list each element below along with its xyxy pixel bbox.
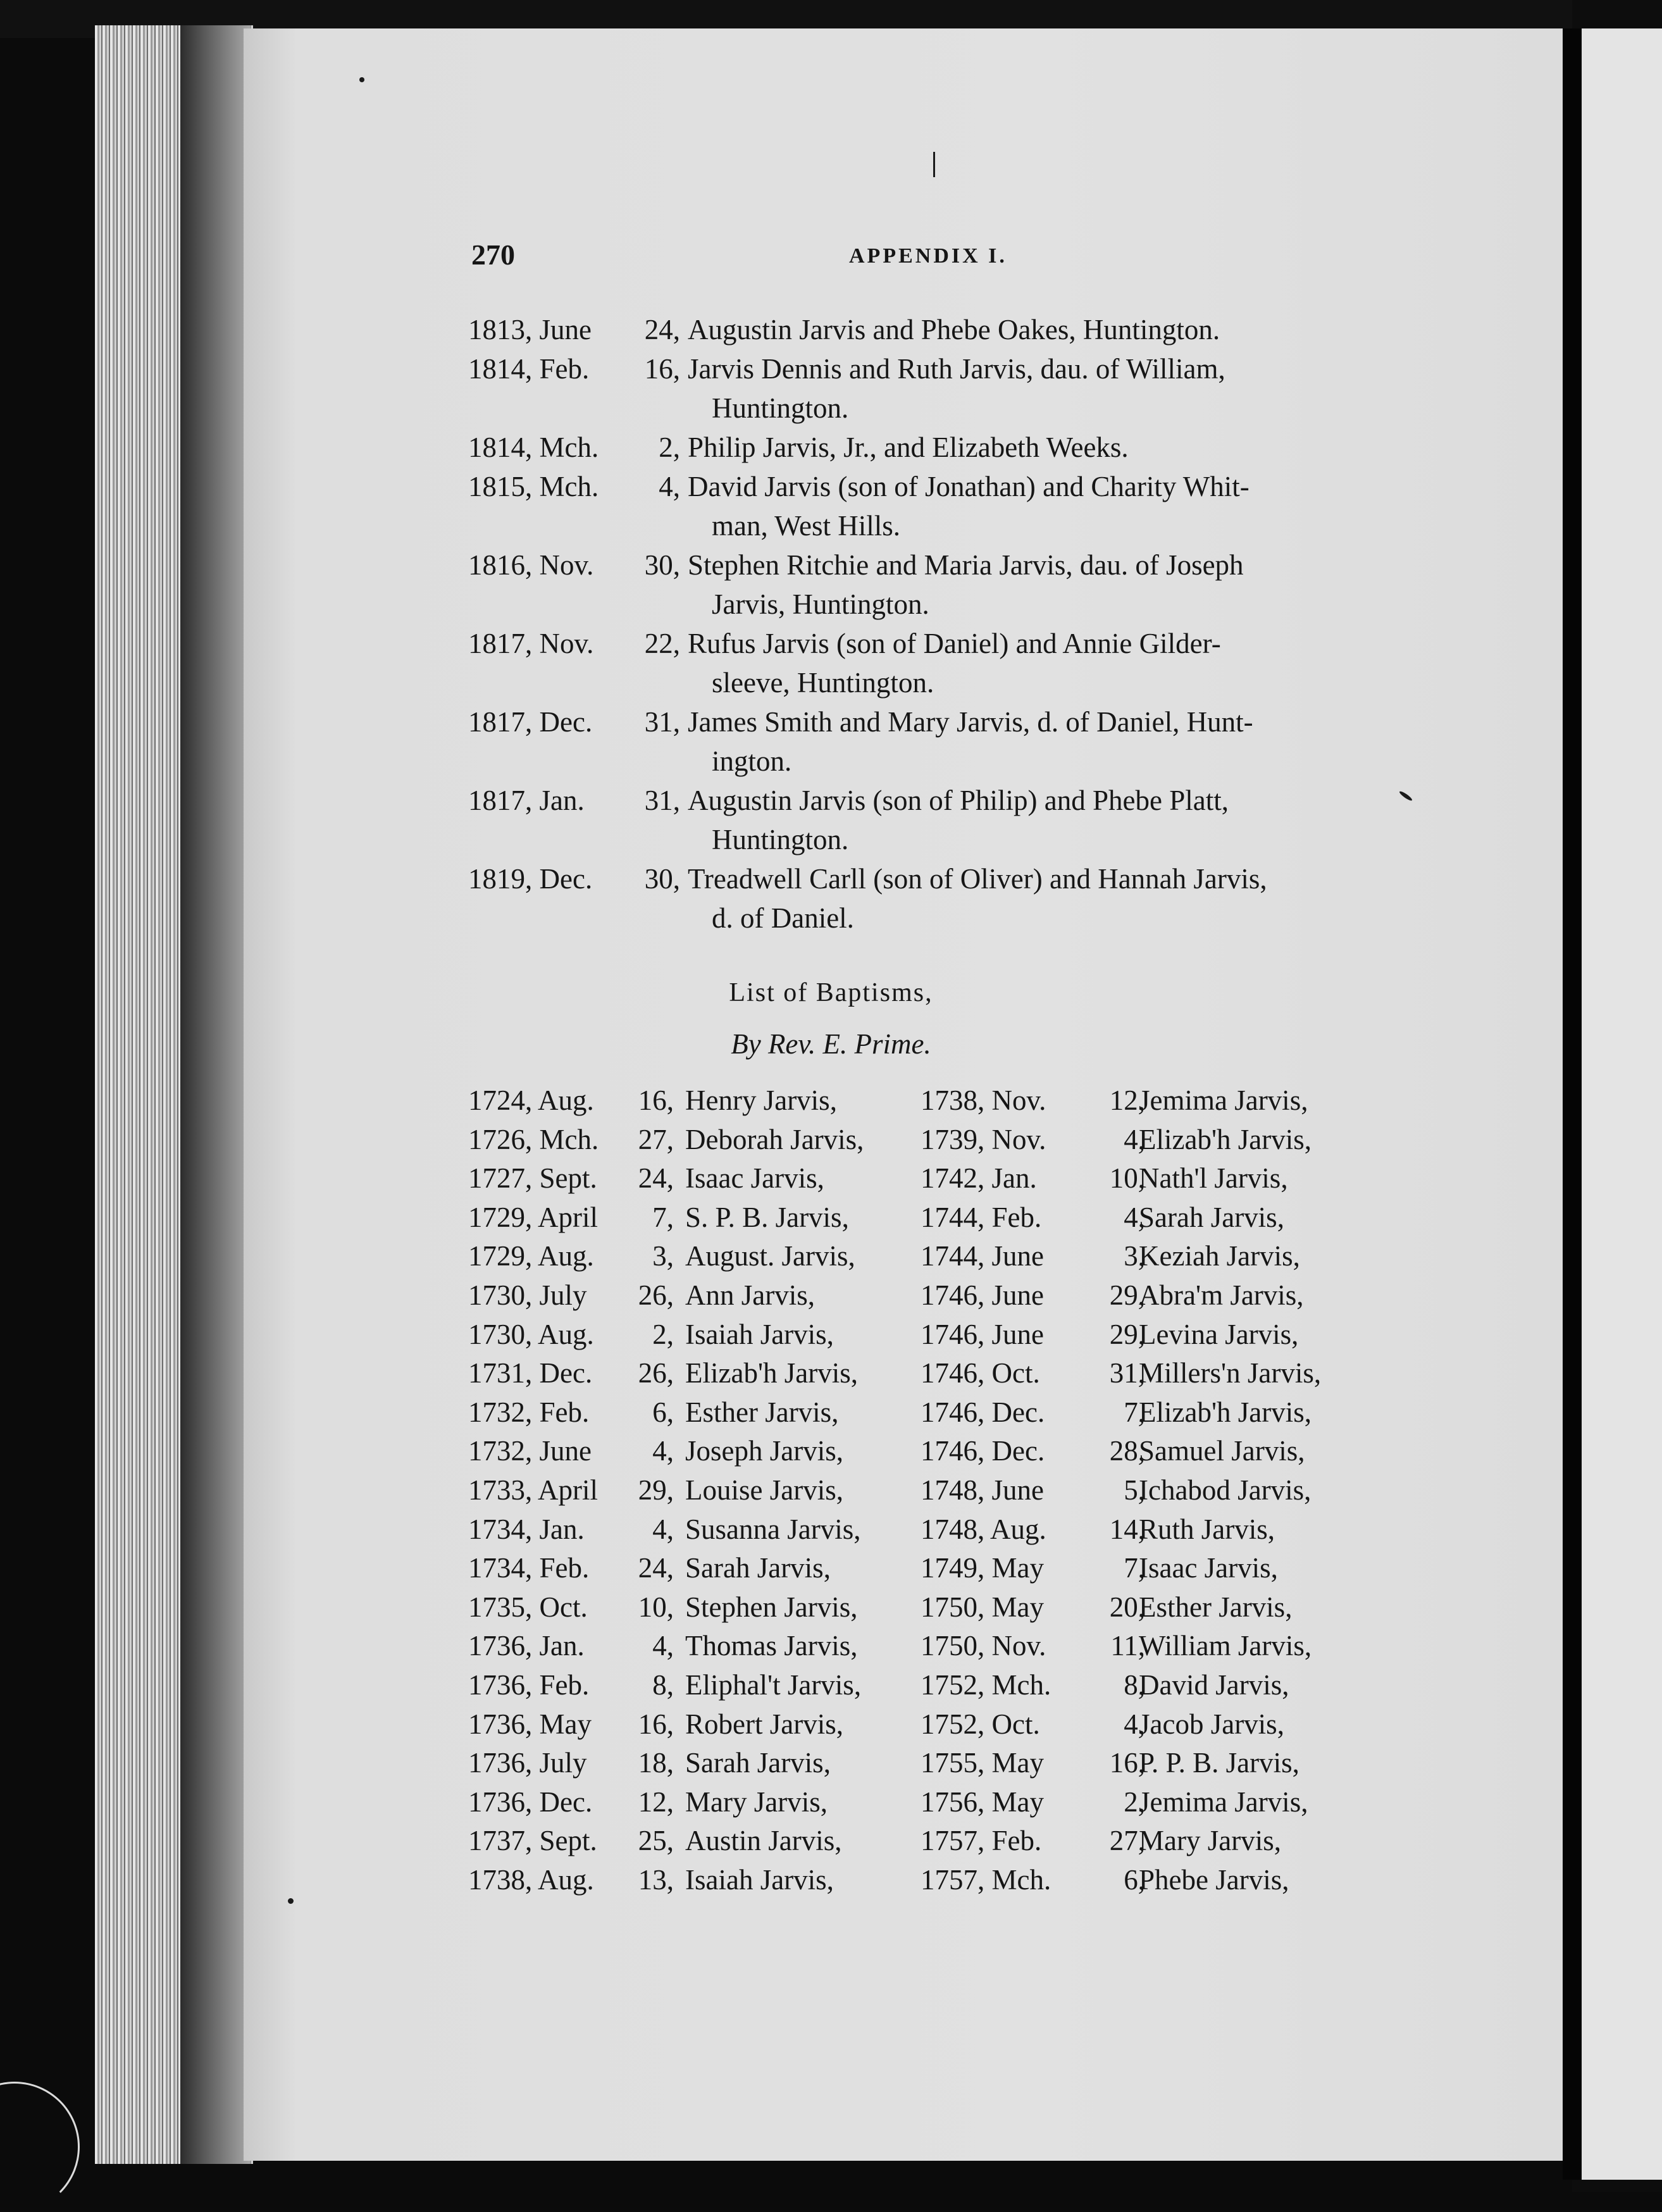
baptism-day: 28, [1109, 1435, 1145, 1467]
corner-arc [0, 2082, 80, 2212]
baptism-day: 6, [1124, 1864, 1145, 1896]
baptism-date: 1730, July [468, 1279, 587, 1311]
baptism-name: Sarah Jarvis, [685, 1747, 831, 1779]
baptism-day: 4, [652, 1513, 674, 1545]
baptism-date: 1724, Aug. [468, 1084, 594, 1116]
baptism-name: Ichabod Jarvis, [1139, 1474, 1312, 1506]
baptism-name: Isaiah Jarvis, [685, 1864, 834, 1896]
marriage-day: 2, [659, 432, 680, 463]
baptism-day: 8, [1124, 1669, 1145, 1701]
baptism-date: 1756, May [921, 1786, 1044, 1818]
baptism-name: Stephen Jarvis, [685, 1591, 858, 1623]
baptism-day: 29, [638, 1474, 674, 1506]
marriage-date: 1817, Nov. [468, 628, 594, 659]
marriage-text: Jarvis Dennis and Ruth Jarvis, dau. of William, [688, 353, 1225, 385]
baptism-day: 2, [1124, 1786, 1145, 1818]
running-head: APPENDIX I. [849, 244, 1007, 268]
baptism-date: 1730, Aug. [468, 1319, 594, 1350]
baptism-name: Esther Jarvis, [1139, 1591, 1293, 1623]
baptism-name: Isaiah Jarvis, [685, 1319, 834, 1350]
baptism-date: 1736, Feb. [468, 1669, 590, 1701]
baptism-day: 27, [638, 1124, 674, 1155]
marriage-text: James Smith and Mary Jarvis, d. of Daniel, Hunt- [688, 706, 1253, 738]
baptism-day: 26, [638, 1357, 674, 1389]
baptism-name: Elizab'h Jarvis, [685, 1357, 859, 1389]
baptism-name: Levina Jarvis, [1139, 1319, 1299, 1350]
baptism-name: Keziah Jarvis, [1139, 1240, 1300, 1272]
baptism-day: 10, [1109, 1162, 1145, 1194]
baptism-date: 1726, Mch. [468, 1124, 599, 1155]
baptism-name: Robert Jarvis, [685, 1708, 843, 1740]
baptism-day: 12, [638, 1786, 674, 1818]
baptism-day: 8, [652, 1669, 674, 1701]
baptism-date: 1755, May [921, 1747, 1044, 1779]
baptism-day: 7, [1124, 1396, 1145, 1428]
baptism-name: Isaac Jarvis, [685, 1162, 824, 1194]
baptism-name: Nath'l Jarvis, [1139, 1162, 1288, 1194]
baptism-name: Abra'm Jarvis, [1139, 1279, 1304, 1311]
marriage-day: 31, [644, 706, 680, 738]
marriage-text: David Jarvis (son of Jonathan) and Charity Whit- [688, 471, 1250, 502]
marriage-date: 1814, Feb. [468, 353, 590, 385]
baptism-name: Henry Jarvis, [685, 1084, 837, 1116]
baptism-name: Phebe Jarvis, [1139, 1864, 1289, 1896]
marriage-text: Rufus Jarvis (son of Daniel) and Annie Gilder- [688, 628, 1221, 659]
baptism-date: 1737, Sept. [468, 1825, 597, 1856]
marriage-text-continued: Huntington. [712, 392, 849, 424]
baptism-date: 1727, Sept. [468, 1162, 597, 1194]
baptism-day: 13, [638, 1864, 674, 1896]
baptism-date: 1739, Nov. [921, 1124, 1046, 1155]
speck [288, 1898, 294, 1904]
baptism-date: 1746, Oct. [921, 1357, 1040, 1389]
baptism-name: Ruth Jarvis, [1139, 1513, 1275, 1545]
baptism-date: 1732, June [468, 1435, 592, 1467]
section-title: List of Baptisms, [729, 978, 933, 1007]
baptism-date: 1750, Nov. [921, 1630, 1046, 1662]
baptism-date: 1746, Dec. [921, 1396, 1045, 1428]
marriage-text-continued: Huntington. [712, 824, 849, 855]
baptism-date: 1734, Jan. [468, 1513, 585, 1545]
baptism-date: 1729, April [468, 1202, 598, 1233]
speck [933, 152, 935, 177]
baptism-name: Sarah Jarvis, [685, 1552, 831, 1584]
marriage-date: 1819, Dec. [468, 863, 593, 895]
marriage-text-continued: Jarvis, Huntington. [712, 588, 929, 620]
baptism-date: 1731, Dec. [468, 1357, 593, 1389]
baptism-day: 4, [1124, 1708, 1145, 1740]
baptism-day: 24, [638, 1552, 674, 1584]
baptism-date: 1732, Feb. [468, 1396, 590, 1428]
baptism-name: Joseph Jarvis, [685, 1435, 843, 1467]
baptism-day: 31, [1109, 1357, 1145, 1389]
baptism-name: Susanna Jarvis, [685, 1513, 861, 1545]
baptism-day: 4, [652, 1630, 674, 1662]
baptism-day: 26, [638, 1279, 674, 1311]
marriage-date: 1816, Nov. [468, 549, 594, 581]
page-stack-shadow [180, 25, 250, 2164]
baptism-date: 1738, Nov. [921, 1084, 1046, 1116]
baptism-day: 3, [1124, 1240, 1145, 1272]
baptism-date: 1746, June [921, 1279, 1044, 1311]
baptism-name: Austin Jarvis, [685, 1825, 842, 1856]
baptism-date: 1746, June [921, 1319, 1044, 1350]
baptism-day: 7, [652, 1202, 674, 1233]
marriage-day: 22, [644, 628, 680, 659]
baptism-name: Samuel Jarvis, [1139, 1435, 1305, 1467]
section-subtitle: By Rev. E. Prime. [731, 1028, 931, 1060]
baptism-date: 1736, Jan. [468, 1630, 585, 1662]
baptism-date: 1733, April [468, 1474, 598, 1506]
baptism-name: August. Jarvis, [685, 1240, 855, 1272]
next-page-sliver [1582, 28, 1662, 2180]
baptism-name: Jemima Jarvis, [1139, 1786, 1308, 1818]
baptism-name: Isaac Jarvis, [1139, 1552, 1278, 1584]
baptism-name: Deborah Jarvis, [685, 1124, 864, 1155]
marriage-day: 31, [644, 785, 680, 816]
marriage-text-continued: man, West Hills. [712, 510, 901, 542]
baptism-day: 4, [1124, 1124, 1145, 1155]
baptism-name: S. P. B. Jarvis, [685, 1202, 849, 1233]
baptism-day: 7, [1124, 1552, 1145, 1584]
baptism-name: Sarah Jarvis, [1139, 1202, 1284, 1233]
baptism-day: 3, [652, 1240, 674, 1272]
baptism-name: Mary Jarvis, [1139, 1825, 1281, 1856]
marriage-day: 4, [659, 471, 680, 502]
baptism-name: Louise Jarvis, [685, 1474, 843, 1506]
baptism-day: 12, [1109, 1084, 1145, 1116]
baptism-name: Eliphal't Jarvis, [685, 1669, 862, 1701]
baptism-day: 29, [1109, 1319, 1145, 1350]
baptism-day: 29, [1109, 1279, 1145, 1311]
baptism-day: 20, [1109, 1591, 1145, 1623]
baptism-date: 1757, Mch. [921, 1864, 1051, 1896]
marriage-text-continued: sleeve, Huntington. [712, 667, 934, 699]
baptism-day: 25, [638, 1825, 674, 1856]
baptism-day: 27, [1109, 1825, 1145, 1856]
baptism-date: 1744, June [921, 1240, 1044, 1272]
marriage-date: 1813, June [468, 314, 592, 345]
baptism-date: 1752, Oct. [921, 1708, 1040, 1740]
baptism-date: 1752, Mch. [921, 1669, 1051, 1701]
marriage-text-continued: d. of Daniel. [712, 902, 854, 934]
baptism-day: 24, [638, 1162, 674, 1194]
baptism-day: 14, [1109, 1513, 1145, 1545]
baptism-name: William Jarvis, [1139, 1630, 1312, 1662]
baptism-date: 1750, May [921, 1591, 1044, 1623]
marriage-day: 30, [644, 863, 680, 895]
baptism-name: David Jarvis, [1139, 1669, 1289, 1701]
marriage-text: Stephen Ritchie and Maria Jarvis, dau. of Joseph [688, 549, 1244, 581]
next-page-gap [1563, 28, 1584, 2180]
baptism-name: Elizab'h Jarvis, [1139, 1124, 1312, 1155]
baptism-date: 1746, Dec. [921, 1435, 1045, 1467]
baptism-name: Jemima Jarvis, [1139, 1084, 1308, 1116]
marriage-text: Augustin Jarvis and Phebe Oakes, Huntington. [688, 314, 1220, 345]
baptism-date: 1736, July [468, 1747, 587, 1779]
baptism-name: Mary Jarvis, [685, 1786, 828, 1818]
marriage-day: 24, [644, 314, 680, 345]
marriage-date: 1817, Dec. [468, 706, 593, 738]
marriage-text: Philip Jarvis, Jr., and Elizabeth Weeks. [688, 432, 1129, 463]
baptism-date: 1736, Dec. [468, 1786, 593, 1818]
baptism-date: 1736, May [468, 1708, 592, 1740]
baptism-day: 16, [1109, 1747, 1145, 1779]
baptism-date: 1748, Aug. [921, 1513, 1046, 1545]
marriage-date: 1817, Jan. [468, 785, 585, 816]
marriage-text-continued: ington. [712, 745, 792, 777]
baptism-date: 1729, Aug. [468, 1240, 594, 1272]
baptism-name: P. P. B. Jarvis, [1139, 1747, 1299, 1779]
marriage-day: 16, [644, 353, 680, 385]
baptism-date: 1742, Jan. [921, 1162, 1037, 1194]
baptism-day: 5, [1124, 1474, 1145, 1506]
baptism-name: Esther Jarvis, [685, 1396, 839, 1428]
baptism-day: 4, [1124, 1202, 1145, 1233]
marriage-date: 1815, Mch. [468, 471, 599, 502]
baptism-day: 16, [638, 1708, 674, 1740]
baptism-date: 1744, Feb. [921, 1202, 1042, 1233]
page-number: 270 [471, 239, 515, 271]
baptism-date: 1748, June [921, 1474, 1044, 1506]
marriage-day: 30, [644, 549, 680, 581]
baptism-day: 10, [638, 1591, 674, 1623]
baptism-date: 1738, Aug. [468, 1864, 594, 1896]
speck [359, 77, 364, 82]
baptism-day: 2, [652, 1319, 674, 1350]
baptism-day: 4, [652, 1435, 674, 1467]
baptism-day: 16, [638, 1084, 674, 1116]
baptism-name: Jacob Jarvis, [1139, 1708, 1284, 1740]
baptism-name: Ann Jarvis, [685, 1279, 815, 1311]
baptism-date: 1735, Oct. [468, 1591, 588, 1623]
marriage-text: Treadwell Carll (son of Oliver) and Hannah Jarvis, [688, 863, 1267, 895]
marriage-text: Augustin Jarvis (son of Philip) and Phebe Platt, [688, 785, 1229, 816]
baptism-date: 1734, Feb. [468, 1552, 590, 1584]
book-page [244, 28, 1572, 2161]
baptism-name: Thomas Jarvis, [685, 1630, 858, 1662]
baptism-date: 1757, Feb. [921, 1825, 1042, 1856]
baptism-name: Elizab'h Jarvis, [1139, 1396, 1312, 1428]
baptism-date: 1749, May [921, 1552, 1044, 1584]
marriage-date: 1814, Mch. [468, 432, 599, 463]
baptism-name: Millers'n Jarvis, [1139, 1357, 1322, 1389]
baptism-day: 11, [1110, 1630, 1145, 1662]
baptism-day: 18, [638, 1747, 674, 1779]
baptism-day: 6, [652, 1396, 674, 1428]
